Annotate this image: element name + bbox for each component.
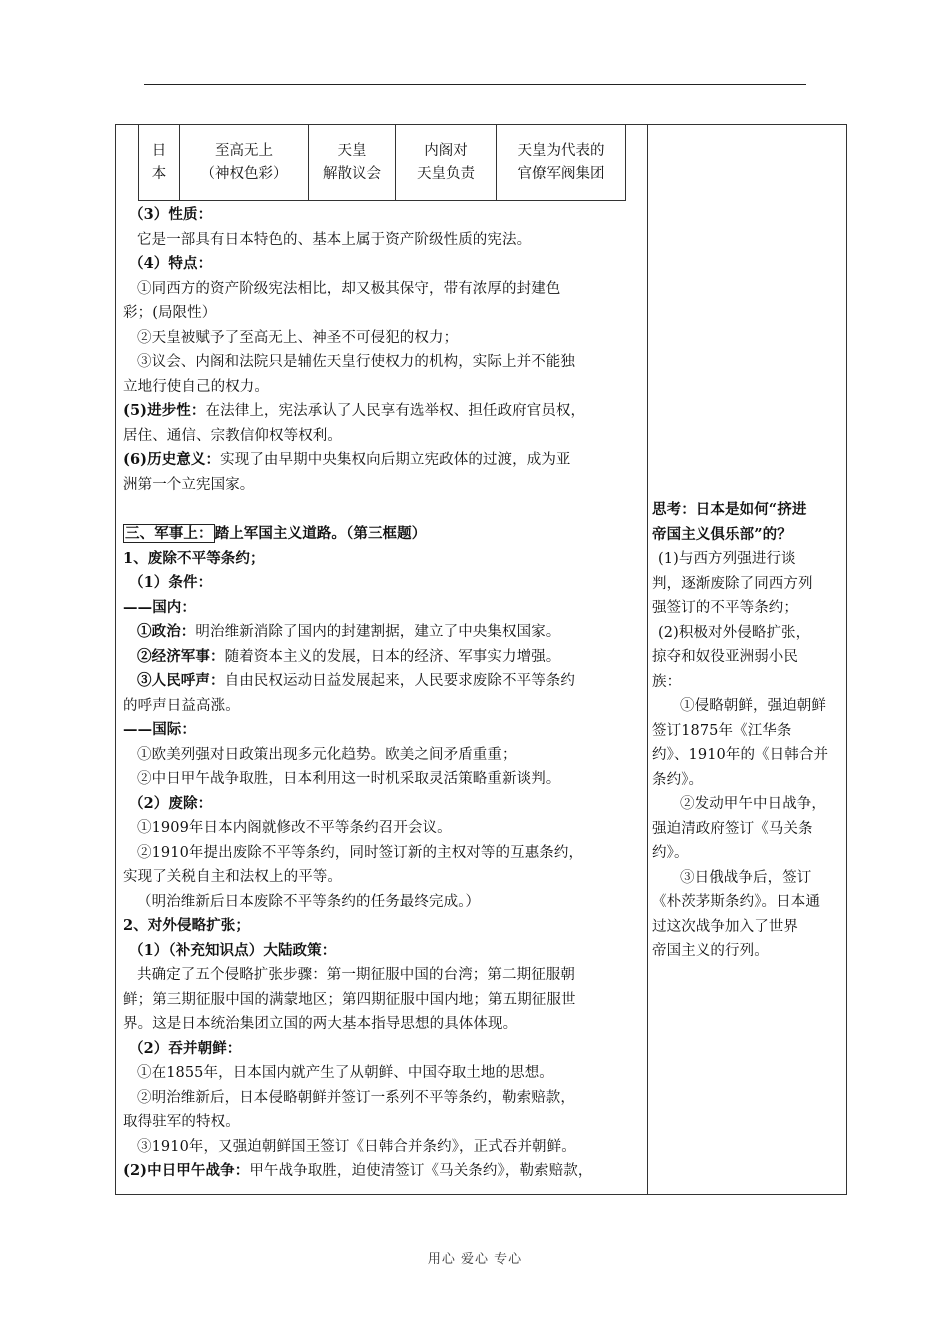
line-text: ②1910年提出废除不平等条约，同时签订新的主权对等的互惠条约， <box>137 844 584 861</box>
military-notes <box>123 547 641 1184</box>
line-text: ②明治维新后，日本侵略朝鲜并签订一系列不平等条约，勒索赔款， <box>137 1089 575 1106</box>
line-text: 帝国主义的行列。 <box>652 943 769 959</box>
text-line <box>123 277 641 302</box>
text-line <box>123 1061 641 1086</box>
line-text: 的呼声日益高涨。 <box>123 697 240 714</box>
text-line <box>123 939 641 964</box>
line-text: ②中日甲午战争取胜，日本利用这一时机采取灵活策略重新谈判。 <box>137 771 561 787</box>
line-text: ①在1855年，日本国内就产生了从朝鲜、中国夺取土地的思想。 <box>137 1065 554 1081</box>
text-line <box>123 1037 641 1062</box>
text-line <box>123 816 641 841</box>
line-text: 立地行使自己的权力。 <box>123 378 269 395</box>
line-text: 强签订的不平等条约； <box>652 600 798 616</box>
content-table <box>115 124 847 1195</box>
table-cell <box>180 125 309 201</box>
text-line <box>123 988 641 1013</box>
cell-text: 至高无上 <box>215 142 273 159</box>
line-text: ③日俄战争后，签订 <box>680 869 812 886</box>
line-heading: (2)中日甲午战争： <box>123 1162 250 1179</box>
text-line <box>123 1110 641 1135</box>
text-line <box>123 448 641 473</box>
column-divider <box>647 125 648 1194</box>
text-line <box>652 572 845 597</box>
text-line <box>652 792 845 817</box>
line-text: 居住、通信、宗教信仰权等权利。 <box>123 427 342 444</box>
constitution-notes <box>123 203 641 497</box>
text-line <box>123 718 641 743</box>
text-line <box>123 792 641 817</box>
text-line <box>123 571 641 596</box>
text-line <box>123 473 641 498</box>
text-line <box>652 596 845 621</box>
text-line <box>652 670 845 695</box>
text-line <box>652 498 845 523</box>
text-line <box>652 743 845 768</box>
text-line <box>123 841 641 866</box>
line-heading: （3）性质： <box>129 206 213 223</box>
text-line <box>123 326 641 351</box>
text-line <box>123 203 641 228</box>
line-text: 族： <box>652 673 682 690</box>
line-heading: （1）（补充知识点）大陆政策： <box>129 941 337 959</box>
comparison-table <box>138 125 626 201</box>
line-text: 甲午战争取胜，迫使清签订《马关条约》，勒索赔款， <box>249 1163 593 1179</box>
text-line <box>123 743 641 768</box>
line-text: 约》、1910年的《日韩合并 <box>652 747 829 763</box>
line-heading: (5)进步性： <box>123 402 206 419</box>
country-char: 日 <box>151 142 167 159</box>
line-text: 约》。 <box>652 845 689 861</box>
text-line <box>123 890 641 915</box>
line-text: 共确定了五个侵略扩张步骤：第一期征服中国的台湾；第二期征服朝 <box>137 967 575 983</box>
line-text: ①欧美列强对日政策出现多元化趋势。欧美之间矛盾重重； <box>137 746 517 763</box>
line-heading: （2）吞并朝鲜： <box>129 1039 242 1057</box>
text-line <box>652 890 845 915</box>
table-cell <box>309 125 396 201</box>
line-text: ③1910年，又强迫朝鲜国王签订《日韩合并条约》，正式吞并朝鲜。 <box>137 1138 576 1155</box>
section-three-heading <box>123 522 641 547</box>
line-text: 自由民权运动日益发展起来，人民要求废除不平等条约 <box>224 673 576 689</box>
line-text: ②发动甲午中日战争， <box>680 796 826 812</box>
line-text: 实现了关税自主和法权上的平等。 <box>123 869 342 885</box>
section-heading-boxed: 三、军事上： <box>125 525 213 542</box>
text-line <box>652 719 845 744</box>
line-text: ①1909年日本内阁就修改不平等条约召开会议。 <box>137 820 452 836</box>
country-cell <box>139 125 180 201</box>
cell-text: 官僚军阀集团 <box>517 165 605 182</box>
text-line <box>652 621 845 646</box>
line-text: 取得驻军的特权。 <box>123 1114 240 1130</box>
line-text: 它是一部具有日本特色的、基本上属于资产阶级性质的宪法。 <box>137 231 532 248</box>
line-text: 签订1875年《江华条 <box>652 722 792 739</box>
line-heading: （2）废除： <box>129 794 213 812</box>
text-line <box>123 1135 641 1160</box>
cell-text: （神权色彩） <box>200 165 288 182</box>
line-heading: （4）特点： <box>129 255 213 272</box>
text-line <box>123 645 641 670</box>
text-line <box>652 645 845 670</box>
line-text: (2)积极对外侵略扩张， <box>658 624 811 641</box>
text-line <box>123 865 641 890</box>
side-notes <box>652 498 845 964</box>
line-text: ①侵略朝鲜，强迫朝鲜 <box>680 698 826 714</box>
line-heading: 1、废除不平等条约； <box>123 549 265 567</box>
text-line <box>123 228 641 253</box>
line-heading: ③人民呼声： <box>137 672 225 689</box>
text-line <box>123 547 641 572</box>
line-text: 《朴茨茅斯条约》。日本通 <box>652 894 820 910</box>
cell-text: 内阁对 <box>424 142 468 159</box>
text-line <box>123 350 641 375</box>
line-text: 界。这是日本统治集团立国的两大基本指导思想的具体体现。 <box>123 1016 518 1032</box>
section-heading <box>123 522 641 547</box>
text-line <box>123 424 641 449</box>
line-heading: 帝国主义俱乐部”的？ <box>652 525 792 543</box>
line-text: 明治维新消除了国内的封建割据，建立了中央集权国家。 <box>195 624 561 640</box>
line-text: 过这次战争加入了世界 <box>652 918 798 935</box>
line-text: 实现了由早期中央集权向后期立宪政体的过渡，成为亚 <box>220 452 571 468</box>
line-heading: ②经济军事： <box>137 647 225 665</box>
text-line <box>652 866 845 891</box>
text-line <box>123 669 641 694</box>
line-text: 在法律上，宪法承认了人民享有选举权、担任政府官员权， <box>205 403 586 419</box>
line-heading: ——国际： <box>123 721 196 738</box>
text-line <box>123 620 641 645</box>
country-char: 本 <box>151 165 167 182</box>
text-line <box>652 841 845 866</box>
line-text: ③议会、内阁和法院只是辅佐天皇行使权力的机构，实际上并不能独 <box>137 354 575 370</box>
text-line <box>123 1086 641 1111</box>
text-line <box>652 547 845 572</box>
line-heading: (6)历史意义： <box>123 451 221 468</box>
header-rule <box>144 84 806 85</box>
text-line <box>123 767 641 792</box>
text-line <box>123 1012 641 1037</box>
line-text: ②天皇被赋予了至高无上、神圣不可侵犯的权力； <box>137 329 459 346</box>
text-line <box>652 817 845 842</box>
line-text: 强迫清政府签订《马关条 <box>652 820 813 837</box>
line-text: 判，逐渐废除了同西方列 <box>652 575 813 592</box>
section-heading-rest: 踏上军国主义道路。（第三框题） <box>214 525 427 542</box>
line-text: ①同西方的资产阶级宪法相比，却又极其保守，带有浓厚的封建色 <box>137 280 561 297</box>
page-footer: 用心 爱心 专心 <box>427 1252 523 1267</box>
line-heading: 2、对外侵略扩张； <box>123 917 250 934</box>
text-line <box>123 399 641 424</box>
text-line <box>123 963 641 988</box>
line-text: (1)与西方列强进行谈 <box>658 551 796 567</box>
cell-text: 天皇负责 <box>417 165 475 182</box>
line-text: 随着资本主义的发展，日本的经济、军事实力增强。 <box>224 648 561 665</box>
text-line <box>123 596 641 621</box>
line-heading: ——国内： <box>123 598 196 616</box>
table-row <box>139 125 626 201</box>
text-line <box>123 375 641 400</box>
cell-text: 天皇 <box>337 142 367 159</box>
text-line <box>123 301 641 326</box>
text-line <box>652 768 845 793</box>
text-line <box>123 694 641 719</box>
line-text: （明治维新后日本废除不平等条约的任务最终完成。） <box>137 893 481 910</box>
line-text: 洲第一个立宪国家。 <box>123 476 255 493</box>
cell-text: 天皇为代表的 <box>517 142 605 159</box>
line-text: 鲜；第三期征服中国的满蒙地区；第四期征服中国内地；第五期征服世 <box>123 991 576 1008</box>
text-line <box>652 915 845 940</box>
table-cell <box>396 125 497 201</box>
text-line <box>123 1159 641 1184</box>
line-text: 条约》。 <box>652 771 704 788</box>
line-heading: 思考：日本是如何“挤进 <box>652 501 807 518</box>
table-cell <box>497 125 626 201</box>
text-line <box>652 694 845 719</box>
text-line <box>123 914 641 939</box>
line-heading: （1）条件： <box>129 574 213 591</box>
line-text: 彩；(局限性） <box>123 305 217 321</box>
line-heading: ①政治： <box>137 623 196 640</box>
text-line <box>652 939 845 964</box>
text-line <box>123 252 641 277</box>
line-text: 掠夺和奴役亚洲弱小民 <box>652 649 798 665</box>
text-line <box>652 523 845 548</box>
cell-text: 解散议会 <box>323 165 381 182</box>
